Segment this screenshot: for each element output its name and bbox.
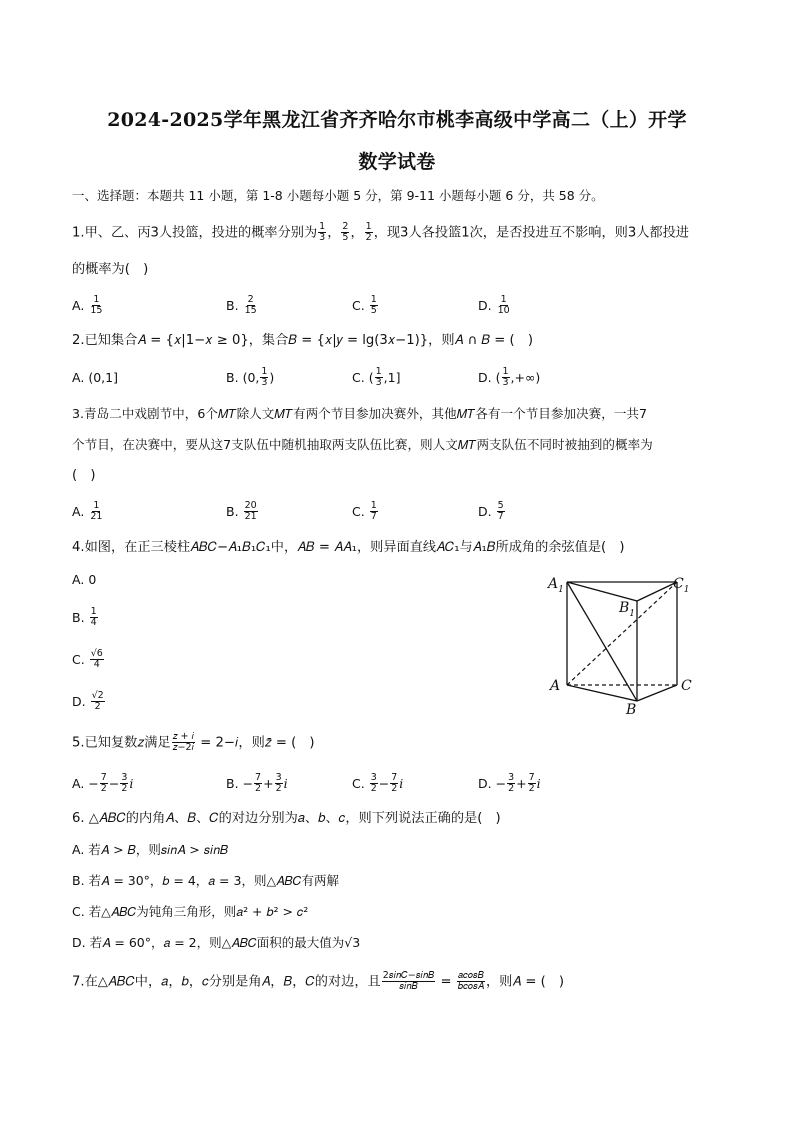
q2-option-d[interactable]: D. ( $\frac{1}{3}$ ,+∞)	[478, 365, 541, 388]
question-1-stem: 1.甲、乙、丙3人投篮，投进的概率分别为 $\frac{1}{3}$ ， $\frac{2}{5}$ ， $\frac{1}{2}$ ，现3人各投篮1次，是否投进互不影响，则3人都投进	[72, 221, 689, 243]
question-5-stem: 5.已知复数𝑧满足 $\frac{\text{𝑧 + 𝑖}}{\text{𝑧−2𝑖}}$ = 2−𝑖，则𝑧̄ = ( )	[72, 731, 315, 753]
q2-option-b[interactable]: B. (0, $\frac{1}{3}$ )	[226, 365, 275, 388]
section-heading: 一、选择题：本题共 11 小题，第 1-8 小题每小题 5 分，第 9-11 小题每小题 6 分，共 58 分。	[72, 188, 604, 203]
q6-option-a[interactable]: A. 若𝐴 > 𝐵，则𝑠𝑖𝑛𝐴 > 𝑠𝑖𝑛𝐵	[72, 842, 229, 857]
q6-option-b[interactable]: B. 若𝐴 = 30°，𝑏 = 4，𝑎 = 3，则△𝐴𝐵𝐶有两解	[72, 873, 340, 888]
q1-option-d[interactable]: D. $\frac{1}{10}$	[478, 293, 510, 316]
question-1-stem-cont: 的概率为( )	[72, 262, 149, 277]
q5-option-a[interactable]: A. − $\frac{7}{2}$ − $\frac{3}{2}$ 𝑖	[72, 771, 134, 794]
question-3-stem-cont: 个节目，在决赛中，要从这7支队伍中随机抽取两支队伍比赛，则人文𝑀𝑇两支队伍不同时被抽到的概率为	[72, 437, 653, 452]
q5-option-b[interactable]: B. − $\frac{7}{2}$ + $\frac{3}{2}$ 𝑖	[226, 771, 288, 794]
label-c1: $C_1$	[673, 576, 690, 595]
question-7-stem: 7.在△𝐴𝐵𝐶中，𝑎，𝑏，𝑐分别是角𝐴，𝐵，𝐶的对边，且 $\frac{\text{2𝑠𝑖𝑛𝐶−𝑠𝑖𝑛𝐵}}{\text{𝑠𝑖𝑛𝐵}}$ = $\frac{\text{𝑎𝑐𝑜𝑠𝐵}}{\text{𝑏𝑐𝑜𝑠𝐴}}$ ，则𝐴 = ( )	[72, 970, 565, 992]
q6-option-c[interactable]: C. 若△𝐴𝐵𝐶为钝角三角形，则𝑎² + 𝑏² > 𝑐²	[72, 904, 309, 919]
q4-option-c[interactable]: C. $\frac{√6}{4}$	[72, 647, 103, 670]
prism-figure	[540, 568, 700, 718]
q4-option-d[interactable]: D. $\frac{√2}{2}$	[72, 689, 104, 712]
edge-b1c1	[637, 582, 677, 601]
q2-option-a[interactable]: A. (0,1]	[72, 369, 118, 385]
label-b: B	[626, 702, 637, 718]
q3-option-c[interactable]: C. $\frac{1}{7}$	[352, 499, 377, 522]
edge-a1b1	[567, 582, 637, 601]
label-b1: $B_1$	[619, 600, 636, 619]
q5-option-c[interactable]: C. $\frac{3}{2}$ − $\frac{7}{2}$ 𝑖	[352, 771, 404, 794]
edge-bc	[637, 685, 677, 701]
question-3-stem-cont2: ( )	[72, 468, 96, 483]
page-subtitle: 数学试卷	[358, 151, 436, 173]
q3-option-a[interactable]: A. $\frac{1}{21}$	[72, 499, 103, 522]
q3-option-b[interactable]: B. $\frac{20}{21}$	[226, 499, 257, 522]
label-a: A	[550, 678, 561, 694]
q3-option-d[interactable]: D. $\frac{5}{7}$	[478, 499, 504, 522]
label-a1: $A_1$	[548, 576, 564, 595]
question-6-stem: 6. △𝐴𝐵𝐶的内角𝐴、𝐵、𝐶的对边分别为𝑎、𝑏、𝑐，则下列说法正确的是( )	[72, 811, 501, 826]
q1-option-b[interactable]: B. $\frac{2}{15}$	[226, 293, 257, 316]
label-c: C	[681, 678, 692, 694]
page-title: 2024-2025学年黑龙江省齐齐哈尔市桃李高级中学高二（上）开学	[107, 109, 687, 131]
edge-ab	[567, 685, 637, 701]
q6-option-d[interactable]: D. 若𝐴 = 60°，𝑎 = 2，则△𝐴𝐵𝐶面积的最大值为√3	[72, 935, 361, 950]
q4-option-a[interactable]: A. 0	[72, 571, 97, 587]
q1-option-a[interactable]: A. $\frac{1}{15}$	[72, 293, 103, 316]
question-2-stem: 2.已知集合𝐴 = {𝑥|1−𝑥 ≥ 0}，集合𝐵 = {𝑥|𝑦 = lg(3𝑥−1)}，则𝐴 ∩ 𝐵 = ( )	[72, 333, 534, 348]
q2-option-c[interactable]: C. ( $\frac{1}{3}$ ,1]	[352, 365, 401, 388]
question-3-stem: 3.青岛二中戏剧节中，6个𝑀𝑇除人文𝑀𝑇有两个节目参加决赛外，其他𝑀𝑇各有一个节目参加决赛，一共7	[72, 406, 648, 421]
q5-option-d[interactable]: D. − $\frac{3}{2}$ + $\frac{7}{2}$ 𝑖	[478, 771, 541, 794]
q4-option-b[interactable]: B. $\frac{1}{4}$	[72, 605, 97, 628]
question-4-stem: 4.如图，在正三棱柱𝐴𝐵𝐶−𝐴₁𝐵₁𝐶₁中，𝐴𝐵 = 𝐴𝐴₁，则异面直线𝐴𝐶₁与𝐴₁𝐵所成角的余弦值是( )	[72, 540, 625, 555]
q1-option-c[interactable]: C. $\frac{1}{5}$	[352, 293, 377, 316]
